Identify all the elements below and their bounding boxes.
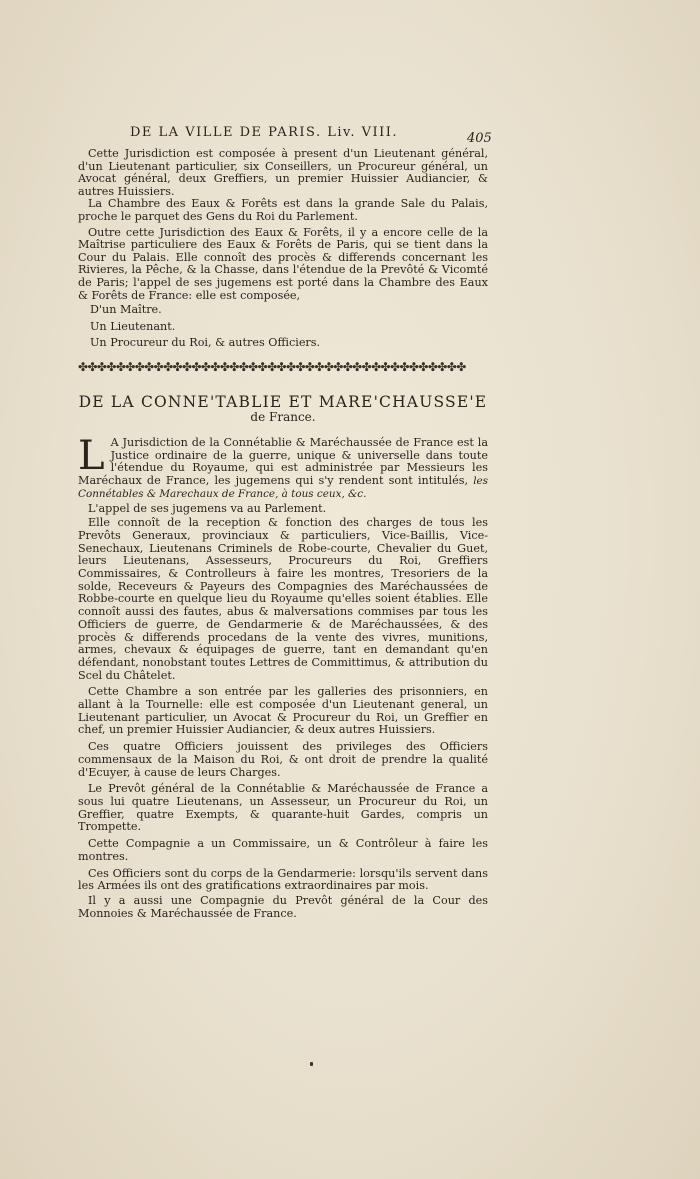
paragraph: Ces Officiers sont du corps de la Gendarmerie: lorsqu'ils servent dans les Armées ils ont des gratifications extraordinaires par mois. — [78, 866, 488, 893]
paragraph: La Chambre des Eaux & Forêts est dans la grande Sale du Palais, proche le parquet des Gens du Roi du Parlement. — [78, 197, 488, 223]
section-1-body — [78, 148, 488, 350]
page-number: 405 — [467, 131, 492, 146]
paragraph: Cette Compagnie a un Commissaire, un & Contrôleur à faire les montres. — [78, 837, 488, 863]
list-item: D'un Maître. — [90, 303, 162, 317]
ink-speck — [310, 1062, 313, 1066]
paragraph: Outre cette Jurisdiction des Eaux & Forêts, il y a encore celle de la Maîtrise particuliere des Eaux & Forêts de Paris, qui se tient dans la Cour du Palais. Elle connoît des procès & differends concernant les Rivieres, la Pêche, & la Chasse, dans l'étendue de la Prevôté & Vicomté de Paris; l'appel de ses jugemens est porté dans la Chambre des Eaux & Forêts de France: elle est composée, — [78, 225, 488, 302]
first-paragraph-text: A Jurisdiction de la Connétablie & Maréchaussée de France est la Justice ordinaire de la guerre, unique & universelle dans toute l'étendue du Royaume, qui est administrée par Messieurs les Maréchaux de France, les jugemens qui s'y rendent sont intitulés, — [78, 436, 488, 488]
list-item: Un Procureur du Roi, & autres Officiers. — [90, 336, 321, 350]
first-paragraph — [78, 433, 488, 501]
running-head: DE LA VILLE DE PARIS. Liv. VIII. — [130, 125, 399, 140]
paragraph: Il y a aussi une Compagnie du Prevôt général de la Cour des Monnoies & Maréchaussée de France. — [78, 893, 488, 920]
drop-cap: L — [78, 433, 105, 479]
paragraph: Cette Jurisdiction est composée à present d'un Lieutenant général, d'un Lieutenant particulier, six Conseillers, un Procureur général, un Avocat général, deux Greffiers, un premier Huissier Audiancier, & autres Huissiers. — [78, 147, 488, 198]
list-item: Un Lieutenant. — [90, 319, 176, 333]
section-heading: DE LA CONNE'TABLIE ET MARE'CHAUSSE'E — [78, 393, 488, 411]
ornamental-divider: ✤✤✤✤✤✤✤✤✤✤✤✤✤✤✤✤✤✤✤✤✤✤✤✤✤✤✤✤✤✤✤✤✤✤✤✤✤✤✤✤✤ — [78, 360, 466, 374]
paragraph: Elle connoît de la reception & fonction des charges de tous les Prevôts Generaux, provinciaux & particuliers, Vice-Baillis, Vice-Senechaux, Lieutenans Criminels de Robe-courte, Chevalier du Guet, leurs Lieutenans, Assesseurs, Procureurs du Roi, Greffiers Commissaires, & Controlleurs à faire les montres, Tresoriers de la solde, Receveurs & Payeurs des Compagnies des Maréchaussées de Robbe-courte en quelque lieu du Royaume qu'elles soient établies. Elle connoît aussi des fautes, abus & malversations commises par tous les Officiers de guerre, de Gendarmerie & de Maréchaussées, & des procès & differends procedans de la vente des vivres, munitions, armes, chevaux & équipages de guerre, tant en demandant qu'en défendant, nonobstant toutes Lettres de Committimus, & attribution du Scel du Châtelet. — [78, 516, 488, 682]
first-paragraph-italic: les Connétables & Marechaux de France, à tous ceux, &c. — [78, 475, 488, 500]
paragraph: Le Prevôt général de la Connétablie & Maréchaussée de France a sous lui quatre Lieutenans, un Assesseur, un Procureur du Roi, un Greffier, quatre Exempts, & quarante-huit Gardes, compris un Trompette. — [78, 782, 488, 834]
paragraph: Ces quatre Officiers jouissent des privileges des Officiers commensaux de la Maison du Roi, & ont droit de prendre la qualité d'Ecuyer, à cause de leurs Charges. — [78, 740, 488, 779]
paragraph: Cette Chambre a son entrée par les galleries des prisonniers, en allant à la Tournelle: elle est composée d'un Lieutenant general, un Lieutenant particulier, un Avocat & Procureur du Roi, un Greffier en chef, un premier Huissier Audiancier, & deux autres Huissiers. — [78, 685, 488, 737]
section-subheading: de France. — [250, 410, 316, 424]
section-2-body — [78, 433, 488, 920]
paragraph: L'appel de ses jugemens va au Parlement. — [88, 501, 327, 515]
